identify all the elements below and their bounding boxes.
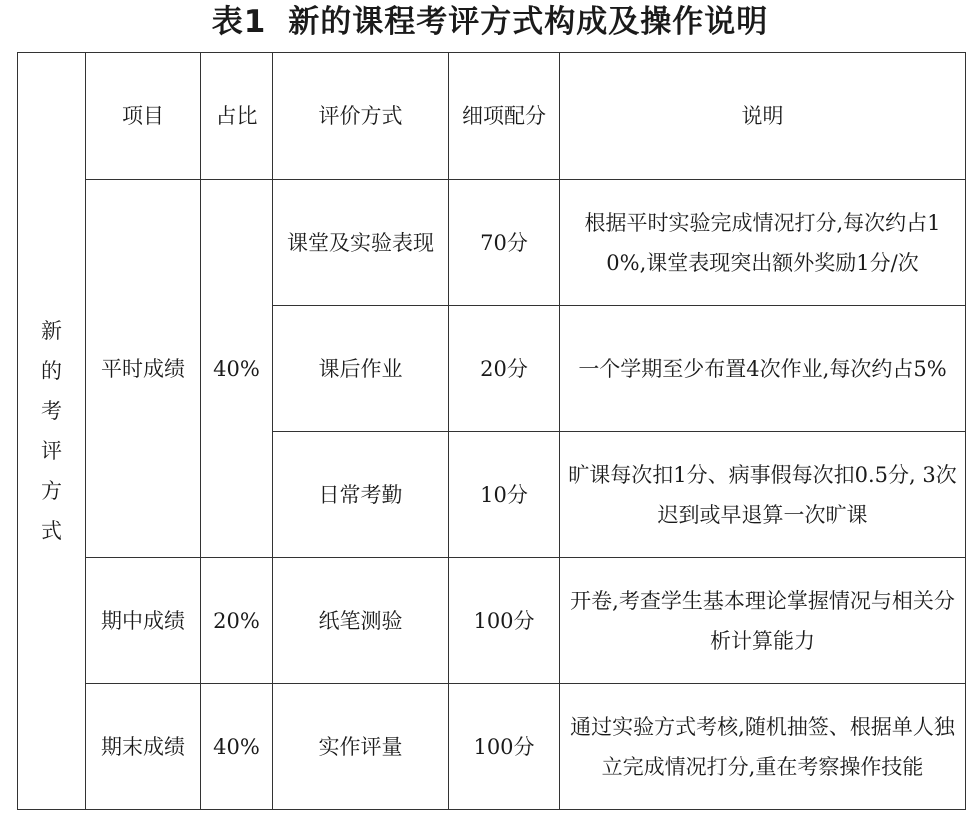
side-label bbox=[18, 53, 86, 810]
method-cell: 纸笔测验 bbox=[273, 558, 449, 684]
side-char: 评 bbox=[41, 439, 62, 463]
score-cell: 70分 bbox=[449, 180, 560, 306]
group-item: 平时成绩 bbox=[86, 180, 201, 558]
table-title: 新的课程考评方式构成及操作说明 bbox=[288, 4, 769, 40]
header-ratio: 占比 bbox=[201, 53, 273, 180]
desc-cell: 旷课每次扣1分、病事假每次扣0.5分, 3次迟到或早退算一次旷课 bbox=[560, 432, 966, 558]
table-row bbox=[18, 684, 966, 810]
group-ratio: 40% bbox=[201, 180, 273, 558]
desc-cell: 通过实验方式考核,随机抽签、根据单人独立完成情况打分,重在考察操作技能 bbox=[560, 684, 966, 810]
score-cell: 100分 bbox=[449, 558, 560, 684]
desc-cell: 一个学期至少布置4次作业,每次约占5% bbox=[560, 306, 966, 432]
assessment-table bbox=[17, 52, 966, 810]
group-ratio: 40% bbox=[201, 684, 273, 810]
table-row bbox=[18, 180, 966, 306]
method-cell: 日常考勤 bbox=[273, 432, 449, 558]
header-item: 项目 bbox=[86, 53, 201, 180]
side-char: 的 bbox=[41, 359, 62, 383]
score-cell: 20分 bbox=[449, 306, 560, 432]
side-char: 考 bbox=[41, 399, 62, 423]
table-row bbox=[18, 558, 966, 684]
header-score: 细项配分 bbox=[449, 53, 560, 180]
group-item: 期末成绩 bbox=[86, 684, 201, 810]
desc-cell: 开卷,考查学生基本理论掌握情况与相关分析计算能力 bbox=[560, 558, 966, 684]
table-number: 表1 bbox=[211, 4, 267, 40]
desc-cell: 根据平时实验完成情况打分,每次约占10%,课堂表现突出额外奖励1分/次 bbox=[560, 180, 966, 306]
method-cell: 实作评量 bbox=[273, 684, 449, 810]
method-cell: 课堂及实验表现 bbox=[273, 180, 449, 306]
header-desc: 说明 bbox=[560, 53, 966, 180]
group-ratio: 20% bbox=[201, 558, 273, 684]
score-cell: 100分 bbox=[449, 684, 560, 810]
group-item: 期中成绩 bbox=[86, 558, 201, 684]
method-cell: 课后作业 bbox=[273, 306, 449, 432]
side-char: 新 bbox=[41, 319, 62, 343]
table-caption bbox=[0, 0, 980, 50]
side-char: 方 bbox=[41, 479, 62, 503]
header-method: 评价方式 bbox=[273, 53, 449, 180]
side-char: 式 bbox=[41, 519, 62, 543]
header-row bbox=[18, 53, 966, 180]
score-cell: 10分 bbox=[449, 432, 560, 558]
